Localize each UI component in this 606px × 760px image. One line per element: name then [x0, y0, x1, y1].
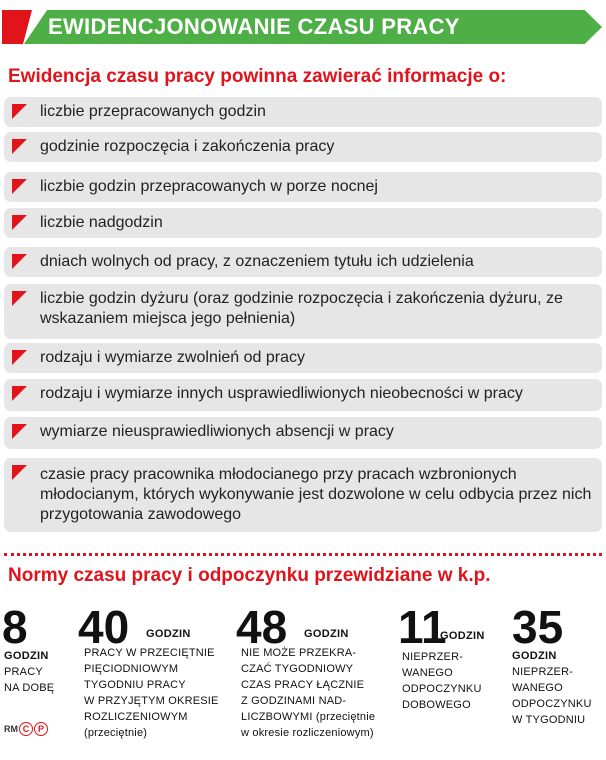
- norm-value: 40: [78, 601, 130, 653]
- list-item-text: wymiarze nieusprawiedliwionych absencji w pracy: [40, 423, 394, 440]
- list-item: [4, 379, 602, 411]
- list-item: [4, 343, 602, 373]
- norm-unit: GODZIN: [440, 630, 485, 642]
- norm-desc-line: DOBOWEGO: [402, 699, 471, 711]
- norm-desc-line: w okresie rozliczeniowym): [241, 727, 374, 739]
- section-title-ewidencja: Ewidencja czasu pracy powinna zawierać informacje o:: [8, 66, 507, 87]
- norm-desc-line: PRACY W PRZECIĘTNIE: [84, 647, 215, 659]
- norm-description: [241, 645, 375, 741]
- norm-desc-line: NIE MOŻE PRZEKRA-: [241, 647, 357, 659]
- norm-desc-line: W PRZYJĘTYM OKRESIE: [84, 695, 219, 707]
- section-divider: [4, 553, 602, 556]
- norm-unit: GODZIN: [4, 650, 49, 662]
- list-item-text: liczbie nadgodzin: [40, 214, 163, 231]
- norm-description: [402, 649, 482, 713]
- norm-desc-line: PIĘCIODNIOWYM: [84, 663, 179, 675]
- list-item-text: godzinie rozpoczęcia i zakończenia pracy: [40, 138, 335, 155]
- copyright-icon: C: [19, 722, 33, 736]
- logo-prefix: RM: [4, 724, 18, 734]
- norm-unit: GODZIN: [146, 628, 191, 640]
- bullet-icon: [12, 291, 27, 306]
- list-item-text: czasie pracy pracownika młodocianego przy pracach wzbronionych młodocianym, których wykonywanie jest dozwolone w celu odbycia przez nich przygotowania zawodowego: [40, 466, 592, 523]
- norm-desc-line: NIEPRZER-: [402, 651, 464, 663]
- bullet-icon: [12, 139, 27, 154]
- norm-unit: GODZIN: [304, 628, 349, 640]
- norm-desc-line: PRACY: [4, 666, 43, 678]
- list-item-text: liczbie godzin przepracowanych w porze nocnej: [40, 178, 378, 195]
- norm-desc-line: CZAĆ TYGODNIOWY: [241, 663, 354, 675]
- norm-desc-line: ROZLICZENIOWYM: [84, 711, 188, 723]
- bullet-icon: [12, 254, 27, 269]
- norm-desc-line: CZAS PRACY ŁĄCZNIE: [241, 679, 365, 691]
- list-item-text: rodzaju i wymiarze innych usprawiedliwionych nieobecności w pracy: [40, 385, 523, 402]
- norm-value: 35: [512, 601, 564, 653]
- page-title: EWIDENCJONOWANIE CZASU PRACY: [48, 14, 460, 39]
- norm-description: [84, 645, 219, 741]
- list-item: [4, 458, 602, 532]
- norm-desc-line: WANEGO: [402, 667, 453, 679]
- norm-desc-line: NIEPRZER-: [512, 666, 574, 678]
- bullet-icon: [12, 104, 27, 119]
- bullet-icon: [12, 350, 27, 365]
- bullet-icon: [12, 424, 27, 439]
- list-item: [4, 208, 602, 238]
- norm-desc-line: ODPOCZYNKU: [512, 698, 592, 710]
- bullet-icon: [12, 386, 27, 401]
- list-item: [4, 132, 602, 162]
- norm-description: [4, 664, 54, 696]
- publisher-p-icon: P: [34, 722, 48, 736]
- norm-value: 8: [2, 601, 28, 653]
- list-item-text: liczbie przepracowanych godzin: [40, 103, 266, 120]
- norm-desc-line: WANEGO: [512, 682, 563, 694]
- bullet-icon: [12, 465, 27, 480]
- list-item: [4, 284, 602, 339]
- norm-value: 48: [236, 601, 288, 653]
- norm-desc-line: LICZBOWYMI (przeciętnie: [241, 711, 376, 723]
- list-item-text: liczbie godzin dyżuru (oraz godzinie rozpoczęcia i zakończenia dyżuru, ze wskazaniem miejsca jego pełnienia): [40, 290, 563, 327]
- list-item: [4, 97, 602, 127]
- norm-desc-line: ODPOCZYNKU: [402, 683, 482, 695]
- section-title-normy: Normy czasu pracy i odpoczynku przewidziane w k.p.: [8, 565, 491, 586]
- norm-desc-line: (przeciętnie): [84, 727, 148, 739]
- norm-desc-line: Z GODZINAMI NAD-: [241, 695, 347, 707]
- norm-desc-line: NA DOBĘ: [4, 682, 55, 694]
- list-item-text: rodzaju i wymiarze zwolnień od pracy: [40, 349, 305, 366]
- list-item: [4, 172, 602, 202]
- norm-value: 11: [398, 601, 447, 653]
- publisher-logo: [4, 722, 48, 736]
- norm-unit: GODZIN: [512, 650, 557, 662]
- norm-desc-line: W TYGODNIU: [512, 714, 586, 726]
- list-item: [4, 247, 602, 277]
- norm-desc-line: TYGODNIU PRACY: [84, 679, 186, 691]
- header-banner: [2, 10, 602, 44]
- bullet-icon: [12, 215, 27, 230]
- list-item: [4, 417, 602, 449]
- list-item-text: dniach wolnych od pracy, z oznaczeniem tytułu ich udzielenia: [40, 253, 474, 270]
- bullet-icon: [12, 179, 27, 194]
- norm-description: [512, 664, 592, 728]
